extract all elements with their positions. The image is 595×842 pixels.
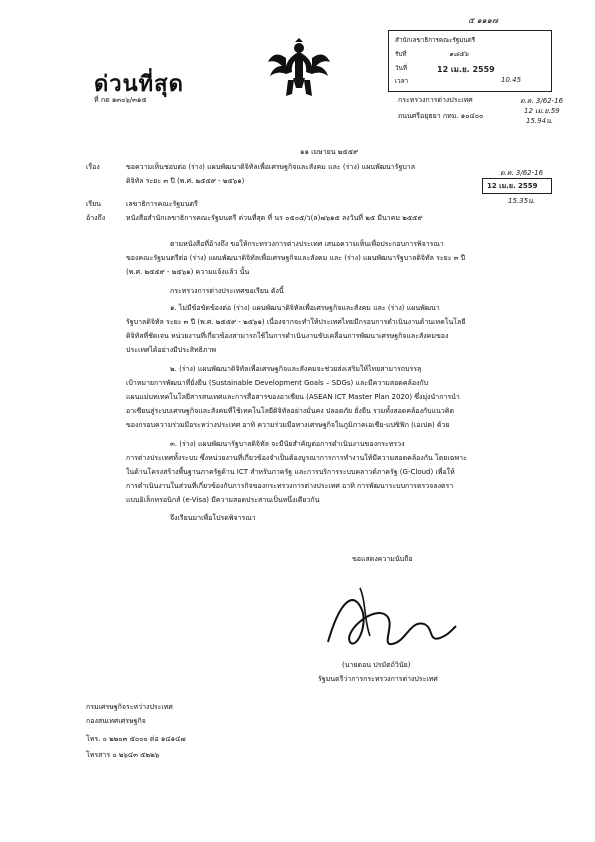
stamp-office: สำนักเลขาธิการคณะรัฐมนตรี xyxy=(395,37,476,44)
body-p5-line-3: ในด้านโครงสร้างพื้นฐานภาครัฐด้าน ICT สำหรับภาครัฐ และการบริการระบบคลาวด์ภาครัฐ (G-Cloud) เพื่อให้ xyxy=(126,468,455,476)
body-p4-line-1: ๒. (ร่าง) แผนพัฒนาดิจิทัลเพื่อเศรษฐกิจและสังคมจะช่วยส่งเสริมให้ไทยสามารถบรรลุ xyxy=(170,365,422,373)
received-stamp xyxy=(388,30,552,92)
to-value: เลขาธิการคณะรัฐมนตรี xyxy=(126,200,198,208)
body-p5-line-2: การต่างประเทศทั้งระบบ ซึ่งหน่วยงานที่เกี่ยวข้องจำเป็นต้องบูรณาการการทำงานให้มีความสอดคล้องกัน โดยเฉพาะ xyxy=(126,454,467,462)
signer-name: (นายดอน ปรมัตถ์วินัย) xyxy=(342,661,411,669)
to-label: เรียน xyxy=(86,200,102,208)
signer-title: รัฐมนตรีว่าการกระทรวงการต่างประเทศ xyxy=(318,675,438,683)
stamp-number-value: ๑๘๕๖ xyxy=(449,50,469,58)
body-p3-line-2: รัฐบาลดิจิทัล ระยะ ๓ ปี (พ.ศ. ๒๕๕๙ - ๒๕๖๑) เนื่องจากจะทำให้ประเทศไทยมีกรอบการดำเนินงานด้านเทคโนโลยี xyxy=(126,318,466,326)
margin-note-3: 15.94น. xyxy=(526,117,554,125)
footer-division: กองสนเทศเศรษฐกิจ xyxy=(86,717,146,725)
side-date-stamp xyxy=(482,178,552,194)
closing-request: จึงเรียนมาเพื่อโปรดพิจารณา xyxy=(170,514,256,522)
footer-telephone: โทร. ๐ ๒๒๐๓ ๕๐๐๐ ต่อ ๑๔๑๔๗ xyxy=(86,735,186,743)
side-note-1: ต.ค. 3/62-16 xyxy=(500,169,544,177)
stamp-time-value: 10.45 xyxy=(501,76,522,84)
garuda-emblem-icon xyxy=(268,38,330,98)
closing-salutation: ขอแสดงความนับถือ xyxy=(352,555,413,563)
body-p4-line-5: ของกรอบความร่วมมือระหว่างประเทศ อาทิ ความร่วมมือทางเศรษฐกิจในภูมิภาคเอเชีย-แปซิฟิก (เอเปค) ด้วย xyxy=(126,421,450,429)
body-p1-line-3: (พ.ศ. ๒๕๕๙ - ๒๕๖๑) ความแจ้งแล้ว นั้น xyxy=(126,268,250,276)
margin-note-2: 12 เม.ย.59 xyxy=(524,107,560,115)
reference-label: อ้างถึง xyxy=(86,214,106,222)
body-p1-line-1: ตามหนังสือที่อ้างถึง ขอให้กระทรวงการต่างประเทศ เสนอความเห็นเพื่อประกอบการพิจารณา xyxy=(170,240,444,248)
body-p3-line-4: ประเทศได้อย่างมีประสิทธิภาพ xyxy=(126,346,217,354)
footer-fax: โทรสาร ๐ ๒๖๔๓ ๕๒๒๖ xyxy=(86,751,160,759)
body-p3-line-1: ๑. ไม่มีข้อขัดข้องต่อ (ร่าง) แผนพัฒนาดิจิทัลเพื่อเศรษฐกิจและสังคม และ (ร่าง) แผนพัฒนา xyxy=(170,304,440,312)
side-note-3: 15.35น. xyxy=(508,197,536,205)
signature xyxy=(320,580,460,660)
body-p5-line-4: การดำเนินงานในส่วนที่เกี่ยวข้องกับภารกิจของกระทรวงการต่างประเทศ อาทิ การพัฒนาระบบการตรวจลงตรา xyxy=(126,482,454,490)
stamp-number-label: รับที่ xyxy=(395,51,407,58)
subject-line-1: ขอความเห็นชอบต่อ (ร่าง) แผนพัฒนาดิจิทัลเพื่อเศรษฐกิจและสังคม และ (ร่าง) แผนพัฒนารัฐบาล xyxy=(126,163,416,171)
footer-department: กรมเศรษฐกิจระหว่างประเทศ xyxy=(86,703,173,711)
stamp-date-label: วันที่ xyxy=(395,65,407,72)
body-p4-line-3: แผนแม่บทเทคโนโลยีสารสนเทศและการสื่อสารของอาเซียน (ASEAN ICT Master Plan 2020) ซึ่งมุ่งนำการนำ xyxy=(126,393,460,401)
priority-heading: ด่วนที่สุด xyxy=(94,72,184,97)
stamp-date-value: 12 เม.ย. 2559 xyxy=(437,65,495,74)
margin-note-1: ต.ค. 3/62-16 xyxy=(520,97,564,105)
ministry-address: ถนนศรีอยุธยา กทม. ๑๐๔๐๐ xyxy=(398,112,484,120)
body-p4-line-4: อาเซียนสู่ระบบเศรษฐกิจและสังคมที่ใช้เทคโนโลยีดิจิทัลอย่างมั่นคง ปลอดภัย ยั่งยืน รวมทั้งสอดคล้องกับแนวคิด xyxy=(126,407,455,415)
top-handwritten-number: ๕ ๑๑๑๗ xyxy=(468,16,498,25)
body-p2: กระทรวงการต่างประเทศขอเรียน ดังนี้ xyxy=(170,287,284,295)
body-p3-line-3: ดิจิทัลที่ชัดเจน หน่วยงานที่เกี่ยวข้องสามารถใช้ในการดำเนินงานขับเคลื่อนการพัฒนาเศรษฐกิจและสังคมของ xyxy=(126,332,449,340)
body-p5-line-1: ๓. (ร่าง) แผนพัฒนารัฐบาลดิจิทัล จะมีนัยสำคัญต่อการดำเนินงานของกระทรวง xyxy=(170,440,405,448)
letter-date: ๑๑ เมษายน ๒๕๕๙ xyxy=(300,148,359,156)
body-p5-line-5: แบบอิเล็กทรอนิกส์ (e-Visa) มีความสอดประสานเป็นหนึ่งเดียวกัน xyxy=(126,496,320,504)
ministry-name: กระทรวงการต่างประเทศ xyxy=(398,96,473,104)
subject-label: เรื่อง xyxy=(86,163,100,171)
reference-value: หนังสือสำนักเลขาธิการคณะรัฐมนตรี ด่วนที่สุด ที่ นร ๐๕๐๕/ว(ล)๗๖๑๕ ลงวันที่ ๒๕ มีนาคม ๒๕๕๙ xyxy=(126,214,423,222)
document-number: ที่ กต ๑๓๐๖/๓๑๕ xyxy=(94,96,147,104)
side-date-value: 12 เม.ย. 2559 xyxy=(487,182,538,190)
stamp-time-label: เวลา xyxy=(395,78,409,85)
subject-line-2: ดิจิทัล ระยะ ๓ ปี (พ.ศ. ๒๕๕๙ - ๒๕๖๑) xyxy=(126,177,245,185)
body-p4-line-2: เป้าหมายการพัฒนาที่ยั่งยืน (Sustainable Development Goals – SDGs) และมีความสอดคล้องกับ xyxy=(126,379,429,387)
body-p1-line-2: ของคณะรัฐมนตรีต่อ (ร่าง) แผนพัฒนาดิจิทัลเพื่อเศรษฐกิจและสังคม และ (ร่าง) แผนพัฒนารัฐบาลดิจิทัล ระยะ ๓ ปี xyxy=(126,254,466,262)
